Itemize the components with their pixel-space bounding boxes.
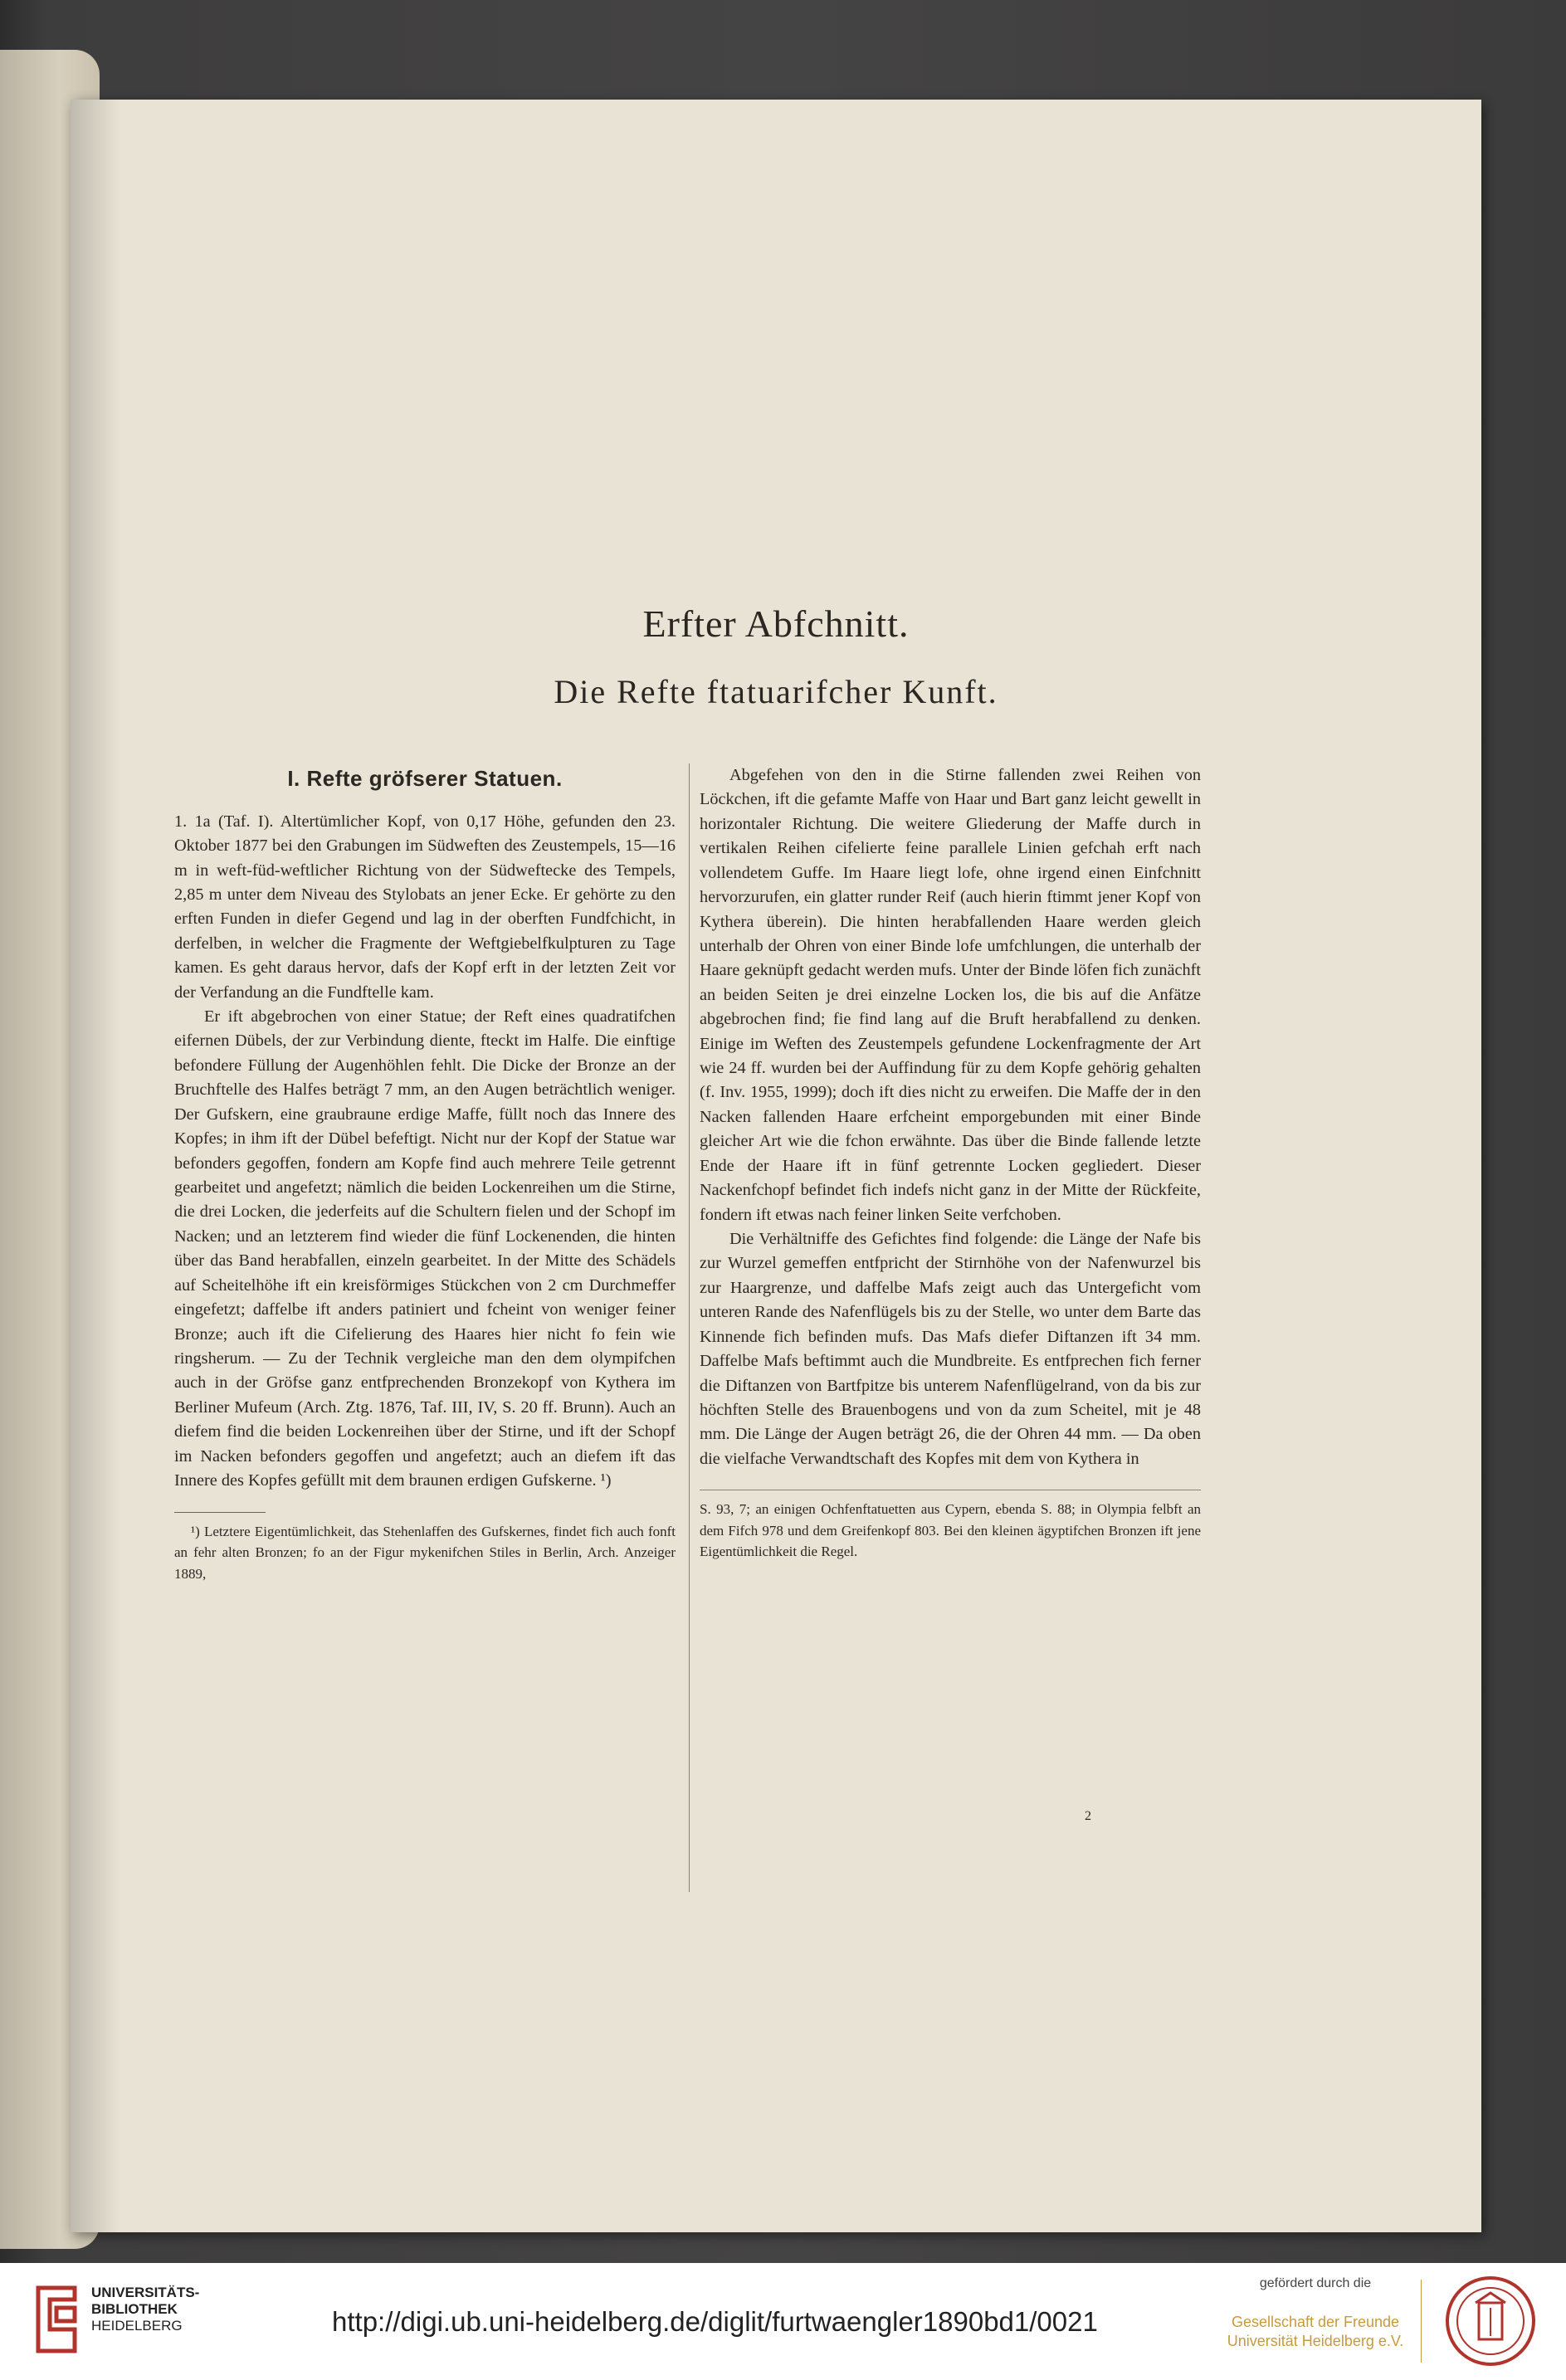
sponsor-name-line: Universität Heidelberg e.V.	[1227, 2333, 1404, 2350]
sponsor-label: gefördert durch die	[1259, 2276, 1372, 2290]
column-divider	[689, 763, 690, 1892]
library-name-line: HEIDELBERG	[91, 2318, 183, 2334]
permalink-url[interactable]: http://digi.ub.uni-heidelberg.de/diglit/furtwaengler1890bd1/0021	[332, 2306, 1098, 2337]
left-column	[174, 763, 676, 1584]
chapter-subtitle: Die Refte ftatuarifcher Kunft.	[554, 673, 998, 710]
paragraph: 1. 1a (Taf. I). Altertümlicher Kopf, von 0,17 Höhe, gefunden den 23. Oktober 1877 bei den Grabungen im Südweften des Zeustempels, 15—16 m in weft-füd-weftlicher Richtung von der Südweftecke des Tempels, 2,85 m unter dem Niveau des Stylobats an jener Ecke. Er gehörte zu den erften Funden in diefer Gegend und lag in der oberften Fundfchicht, in derfelben, in welcher die Fragmente der Weftgiebelfkulpturen zu Tage kamen. Es geht daraus hervor, dafs der Kopf erft in der letzten Zeit vor der Verfandung an die Fundftelle kam.	[174, 812, 676, 1002]
page-number: 2	[1085, 1809, 1091, 1823]
document-page	[71, 100, 1481, 2232]
university-seal-icon	[1444, 2275, 1537, 2368]
sponsor-block	[1212, 2276, 1419, 2352]
sponsor-name	[1212, 2313, 1419, 2352]
binding-shadow	[71, 100, 120, 2232]
library-logo-icon	[30, 2280, 83, 2359]
footnote-continued: S. 93, 7; an einigen Ochfenftatuetten aus Cypern, ebenda S. 88; in Olympia felbft an dem Fifch 978 und dem Greifenkopf 803. Bei den kleinen ägyptifchen Bronzen ift jene Eigentümlichkeit die Regel.	[700, 1501, 1201, 1560]
footnote-rule	[174, 1512, 266, 1513]
right-column	[700, 763, 1201, 1563]
paragraph: Abgefehen von den in die Stirne fallenden zwei Reihen von Löckchen, ift die gefamte Maffe von Haar und Bart ganz leicht gewellt in horizontaler Richtung. Die weitere Gliederung der Maffe durch in vertikalen Reihen cifelierte feine parallele Linien gefchah erft nach vollendetem Guffe. Im Haare liegt lofe, ohne irgend einen Einfchnitt hervorzurufen, ein glatter runder Reif (auch hierin ftimmt jener Kopf von Kythera überein). Die hinten herabfallenden Haare werden gleich unterhalb der Ohren von einer Binde lofe umfchlungen, die unterhalb der Haare geknüpft gedacht werden mufs. Unter der Binde löfen fich zunächft an beiden Seiten je drei einzelne Locken los, die bis auf die Anfätze abgebrochen find; fie find lang auf die Bruft herabfallend zu denken. Einige im Weften des Zeustempels gefundene Lockenfragmente der Art wie 24 ff. wurden bei der Auffindung für zu dem Kopfe gehörig gehalten (f. Inv. 1955, 1999); doch ift dies nicht zu erweifen. Die Maffe der in den Nacken fallenden Haare erfcheint emporgebunden mit einer Binde gleicher Art wie die fchon erwähnte. Das über die Binde fallende letzte Ende der Haare ift in fünf getrennte Locken gegliedert. Dieser Nackenfchopf befindet fich indefs nicht ganz in der Mitte der Rückfeite, fondern ift etwas nach feiner linken Seite verfchoben.	[700, 766, 1201, 1224]
library-name-line: BIBLIOTHEK	[91, 2301, 178, 2318]
footnote: ¹) Letztere Eigentümlichkeit, das Stehenlaffen des Gufskernes, findet fich auch fonft an fehr alten Bronzen; fo an der Figur mykenifchen Stiles in Berlin, Arch. Anzeiger 1889,	[174, 1523, 676, 1582]
section-title: I. Refte gröfserer Statuen.	[287, 766, 563, 791]
library-name	[91, 2285, 199, 2334]
library-name-line: UNIVERSITÄTS-	[91, 2285, 200, 2300]
footer-bar	[0, 2263, 1566, 2380]
paragraph: Er ift abgebrochen von einer Statue; der Reft eines quadratifchen eifernen Dübels, der zur Verbindung diente, fteckt im Halfe. Die einftige befondere Füllung der Augenhöhlen fehlt. Die Dicke der Bronze an der Bruchftelle des Halfes beträgt 7 mm, an den Augen beträchtlich weniger. Der Gufskern, eine graubraune erdige Maffe, füllt noch das Innere des Kopfes; in ihm ift der Dübel befeftigt. Nicht nur der Kopf der Statue war befonders gegoffen, fondern am Kopfe find auch mehrere Teile getrennt gearbeitet und angefetzt; nämlich die beiden Lockenreihen um die Stirne, die drei Locken, die jederfeits auf die Schultern fielen und der Schopf im Nacken; und an letzterem find wieder die fünf Lockenenden, die hinten über das Band herabfallen, einzeln gearbeitet. In der Mitte des Schädels auf Scheitelhöhe ift ein kreisförmiges Stückchen von 2 cm Durchmeffer eingefetzt; daffelbe ift anders patiniert und fcheint von weniger feiner Bronze; auch ift die Cifelierung des Haares hier nicht fo fein wie ringsherum. — Zu der Technik vergleiche man den dem olympifchen auch in der Gröfse ganz entfprechenden Bronzekopf von Kythera im Berliner Mufeum (Arch. Ztg. 1876, Taf. III, IV, S. 20 ff. Brunn). Auch an diefem find die beiden Lockenreihen über der Stirne, und ift der Schopf im Nacken befonders gegoffen und angefetzt; auch an diefem ift das Innere des Kopfes gefüllt mit dem braunen erdigen Gufskerne. ¹)	[174, 1007, 676, 1490]
sponsor-name-line: Gesellschaft der Freunde	[1231, 2314, 1400, 2330]
sponsor-divider	[1421, 2280, 1422, 2363]
chapter-title: Erfter Abfchnitt.	[642, 602, 910, 645]
paragraph: Die Verhältniffe des Gefichtes find folgende: die Länge der Nafe bis zur Wurzel gemeffen entfpricht der Stirnhöhe von der Nafenwurzel bis zur Haargrenze, und daffelbe Mafs zeigt auch das Untergeficht vom unteren Rande des Nafenflügels bis zu der Stelle, wo unter dem Barte das Kinnende fich befinden mufs. Das Mafs diefer Diftanzen ift 34 mm. Daffelbe Mafs beftimmt auch die Mundbreite. Es entfprechen fich ferner die Diftanzen von Bartfpitze bis unterem Nafenflügelrand, von da bis zur höchften Stelle des Brauenbogens und von da zum Scheitel, mit je 48 mm. Die Länge der Augen beträgt 26, die der Ohren 44 mm. — Da oben die vielfache Verwandtschaft des Kopfes mit dem von Kythera in	[700, 1230, 1201, 1468]
